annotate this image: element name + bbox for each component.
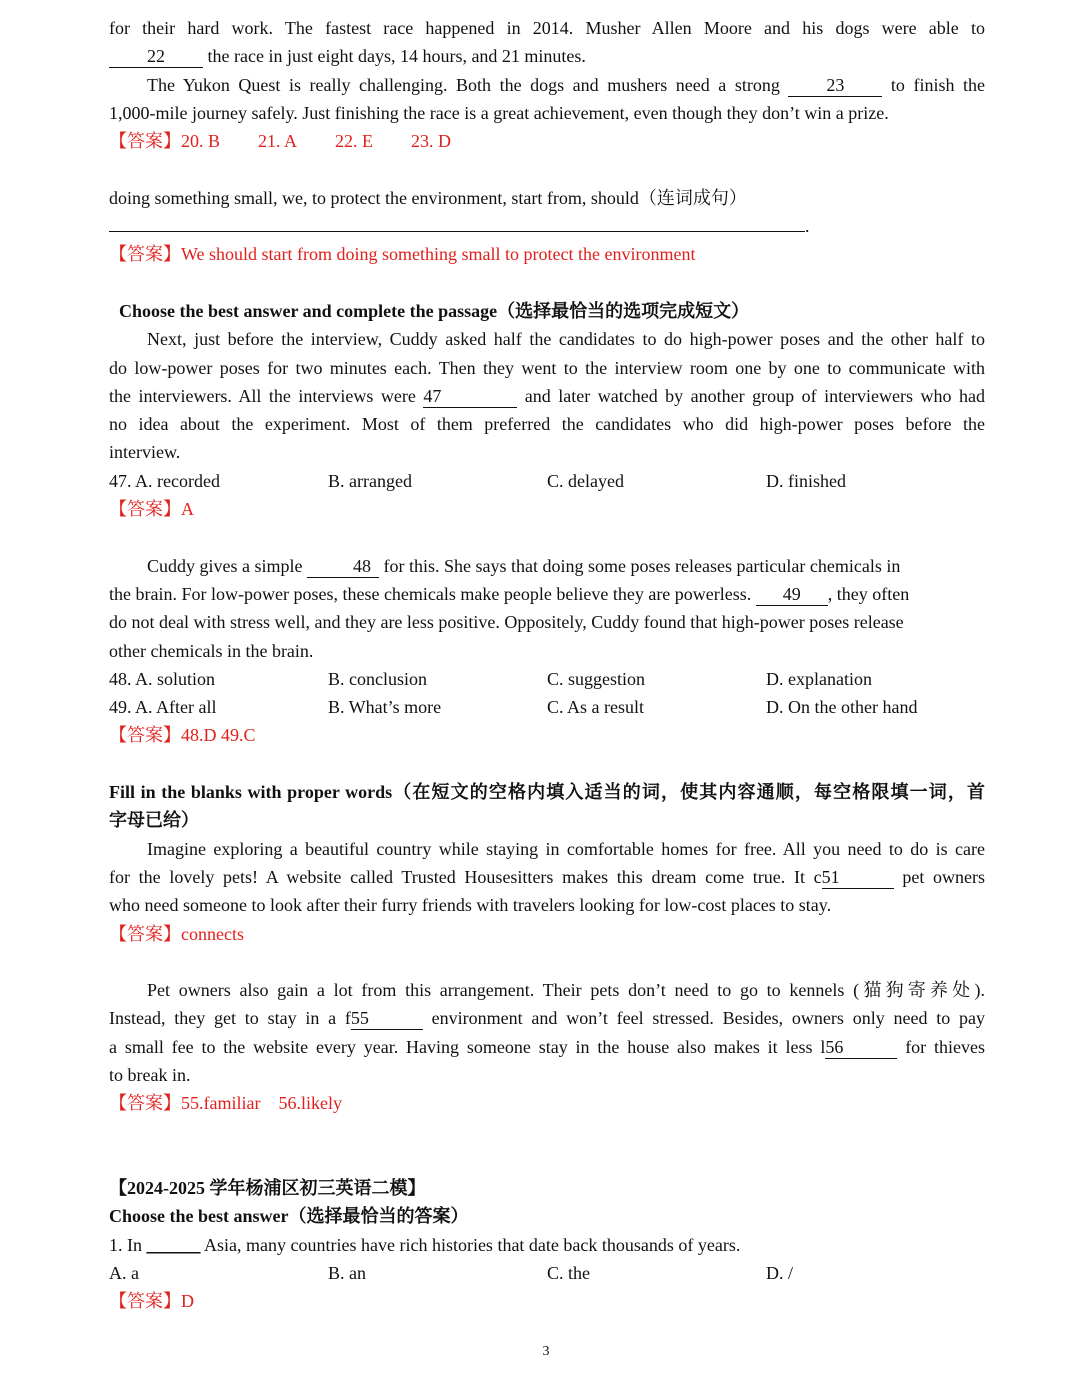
option: B. What’s more: [328, 697, 442, 718]
option: C. the: [547, 1263, 590, 1284]
passage-line: do not deal with stress well, and they are less positive. Oppositely, Cuddy found that high-power poses release: [109, 612, 904, 633]
passage-line: Pet owners also gain a lot from this arrangement. Their pets don’t need to go to kennels (猫狗寄养处).: [147, 980, 985, 1001]
option: D. finished: [766, 470, 846, 491]
passage-line: Cuddy gives a simple 48 for this. She says that doing some poses releases particular chemicals in: [147, 555, 901, 576]
passage-line: to break in.: [109, 1064, 191, 1085]
blank-47: 47: [423, 385, 517, 408]
option: 49. A. After all: [109, 697, 217, 718]
option: B. an: [328, 1263, 366, 1284]
option: C. delayed: [547, 470, 624, 491]
passage-line: a small fee to the website every year. Having someone stay in the house also makes it less l56 for thieves: [109, 1036, 985, 1057]
option: B. arranged: [328, 470, 412, 491]
answer-line: 【答案】55.familiar 56.likely: [109, 1093, 342, 1114]
option: B. conclusion: [328, 668, 427, 689]
blank-51: 51: [822, 866, 894, 889]
option: D. On the other hand: [766, 697, 918, 718]
option: 48. A. solution: [109, 668, 216, 689]
passage-line: interview.: [109, 442, 181, 463]
blank-56: 56: [825, 1036, 897, 1059]
blank-q1: ______: [146, 1234, 201, 1255]
passage-line: other chemicals in the brain.: [109, 640, 314, 661]
passage-line: no idea about the experiment. Most of them preferred the candidates who did high-power poses before the: [109, 414, 985, 435]
passage-line: for the lovely pets! A website called Trusted Housesitters makes this dream come true. It c51 pet owners: [109, 866, 985, 887]
options-row-49: [109, 693, 985, 721]
passage-line: the interviewers. All the interviews were 47 and later watched by another group of interviewers who had: [109, 385, 985, 406]
blank-48: 48: [307, 555, 379, 578]
passage-line: Instead, they get to stay in a f55 environment and won’t feel stressed. Besides, owners only need to pay: [109, 1008, 985, 1029]
passage-line: the brain. For low-power poses, these chemicals make people believe they are powerless. 49 , they often: [109, 583, 910, 604]
section-heading: Fill in the blanks with proper words（在短文的空格内填入适当的词，使其内容通顺，每空格限填一词，首: [109, 782, 985, 803]
option: C. As a result: [547, 697, 644, 718]
section-heading-cont: 字母已给）: [109, 810, 199, 831]
answer-line: 【答案】We should start from doing something small to protect the environment: [109, 244, 696, 265]
passage-line: 22 the race in just eight days, 14 hours, and 21 minutes.: [109, 42, 985, 70]
option: C. suggestion: [547, 668, 646, 689]
question-1: 1. In ______ Asia, many countries have rich histories that date back thousands of years.: [109, 1234, 741, 1255]
options-row-47: [109, 467, 985, 495]
page-number: 3: [542, 1344, 550, 1359]
blank-55: 55: [351, 1007, 423, 1030]
writing-underline: [109, 213, 805, 232]
answer-line: 【答案】D: [109, 1291, 194, 1312]
option: A. a: [109, 1263, 139, 1284]
option: 47. A. recorded: [109, 470, 220, 491]
section-heading: Choose the best answer（选择最恰当的答案）: [109, 1206, 469, 1227]
passage-line: Imagine exploring a beautiful country while staying in comfortable homes for free. All you need to do is care: [147, 838, 985, 859]
blank-22: 22: [109, 45, 203, 68]
document-page: [109, 14, 985, 1316]
exam-title: 【2024-2025 学年杨浦区初三英语二模】: [109, 1178, 426, 1199]
option: D. /: [766, 1263, 793, 1284]
options-row-48: [109, 665, 985, 693]
passage-line: do low-power poses for two minutes each. Then they went to the interview room one by one to communicate with: [109, 357, 985, 378]
passage-line: for their hard work. The fastest race happened in 2014. Musher Allen Moore and his dogs were able to: [109, 18, 985, 38]
option: D. explanation: [766, 668, 872, 689]
options-row-q1: [109, 1259, 985, 1287]
ordering-prompt: doing something small, we, to protect the environment, start from, should（连词成句）: [109, 187, 747, 208]
answer-line: 【答案】20. B 21. A 22. E 23. D: [109, 131, 452, 152]
answer-line: 【答案】connects: [109, 923, 244, 944]
answer-line: 【答案】48.D 49.C: [109, 725, 256, 746]
answer-line: 【答案】A: [109, 499, 194, 520]
passage-line: who need someone to look after their furry friends with travelers looking for low-cost places to stay.: [109, 895, 832, 916]
blank-49: 49: [756, 583, 828, 606]
answer-writing-line: .: [109, 212, 985, 240]
blank-23: 23: [788, 74, 882, 97]
passage-line: 1,000-mile journey safely. Just finishing the race is a great achievement, even though they don’t win a prize.: [109, 102, 889, 123]
passage-line: The Yukon Quest is really challenging. Both the dogs and mushers need a strong 23 to finish the: [147, 74, 986, 95]
passage-line: Next, just before the interview, Cuddy asked half the candidates to do high-power poses and the other half to: [147, 329, 985, 350]
section-heading: Choose the best answer and complete the passage（选择最恰当的选项完成短文）: [119, 300, 750, 321]
